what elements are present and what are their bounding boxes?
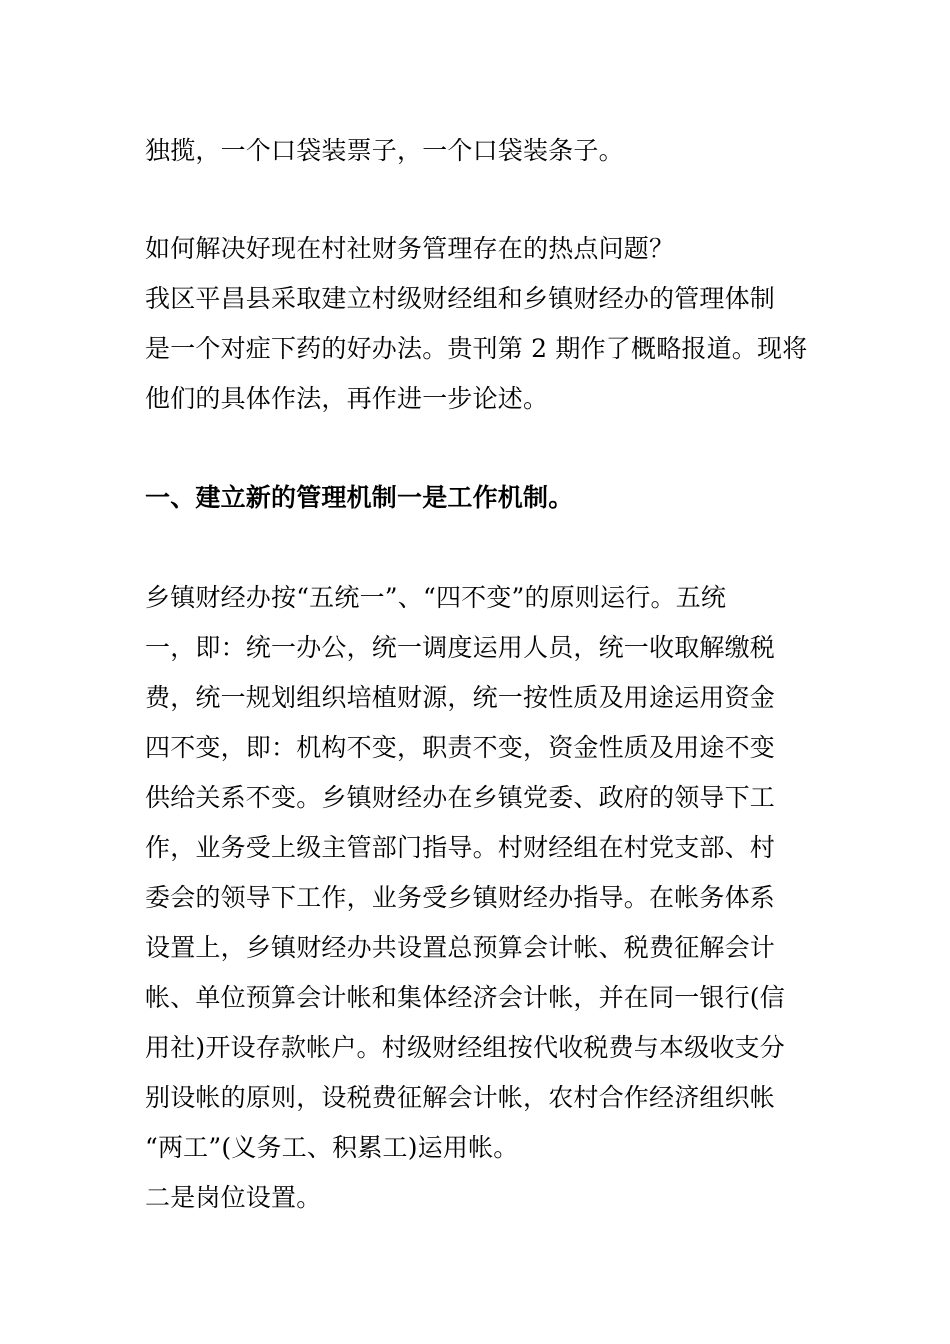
paragraph-line: 作，业务受上级主管部门指导。村财经组在村党支部、村: [145, 833, 776, 862]
paragraph-line: 是一个对症下药的好办法。贵刊第 2 期作了概略报道。现将: [145, 334, 808, 363]
paragraph-line: 用社)开设存款帐户。村级财经组按代收税费与本级收支分: [145, 1033, 785, 1062]
paragraph-line: 二是岗位设置。: [145, 1183, 322, 1212]
paragraph-line: 设置上，乡镇财经办共设置总预算会计帐、税费征解会计: [145, 933, 776, 962]
paragraph-line: 费，统一规划组织培植财源，统一按性质及用途运用资金: [145, 683, 776, 712]
paragraph-line: 我区平昌县采取建立村级财经组和乡镇财经办的管理体制: [145, 284, 776, 313]
paragraph-line: 四不变，即：机构不变，职责不变，资金性质及用途不变: [145, 733, 776, 762]
paragraph-line: 供给关系不变。乡镇财经办在乡镇党委、政府的领导下工: [145, 783, 776, 812]
paragraph-line: 一，即：统一办公，统一调度运用人员，统一收取解缴税: [145, 633, 776, 662]
paragraph-line: 独揽，一个口袋装票子，一个口袋装条子。: [145, 136, 624, 165]
paragraph-line: 他们的具体作法，再作进一步论述。: [145, 384, 549, 413]
paragraph-line: 乡镇财经办按“五统一”、“四不变”的原则运行。五统: [145, 583, 727, 612]
section-heading: 一、建立新的管理机制一是工作机制。: [145, 483, 574, 512]
paragraph-line: “两工”(义务工、积累工)运用帐。: [145, 1133, 519, 1162]
paragraph-line: 委会的领导下工作，业务受乡镇财经办指导。在帐务体系: [145, 883, 776, 912]
question-line: 如何解决好现在村社财务管理存在的热点问题？: [145, 234, 675, 263]
paragraph-line: 别设帐的原则，设税费征解会计帐，农村合作经济组织帐: [145, 1083, 776, 1112]
paragraph-line: 帐、单位预算会计帐和集体经济会计帐，并在同一银行(信: [145, 983, 785, 1012]
